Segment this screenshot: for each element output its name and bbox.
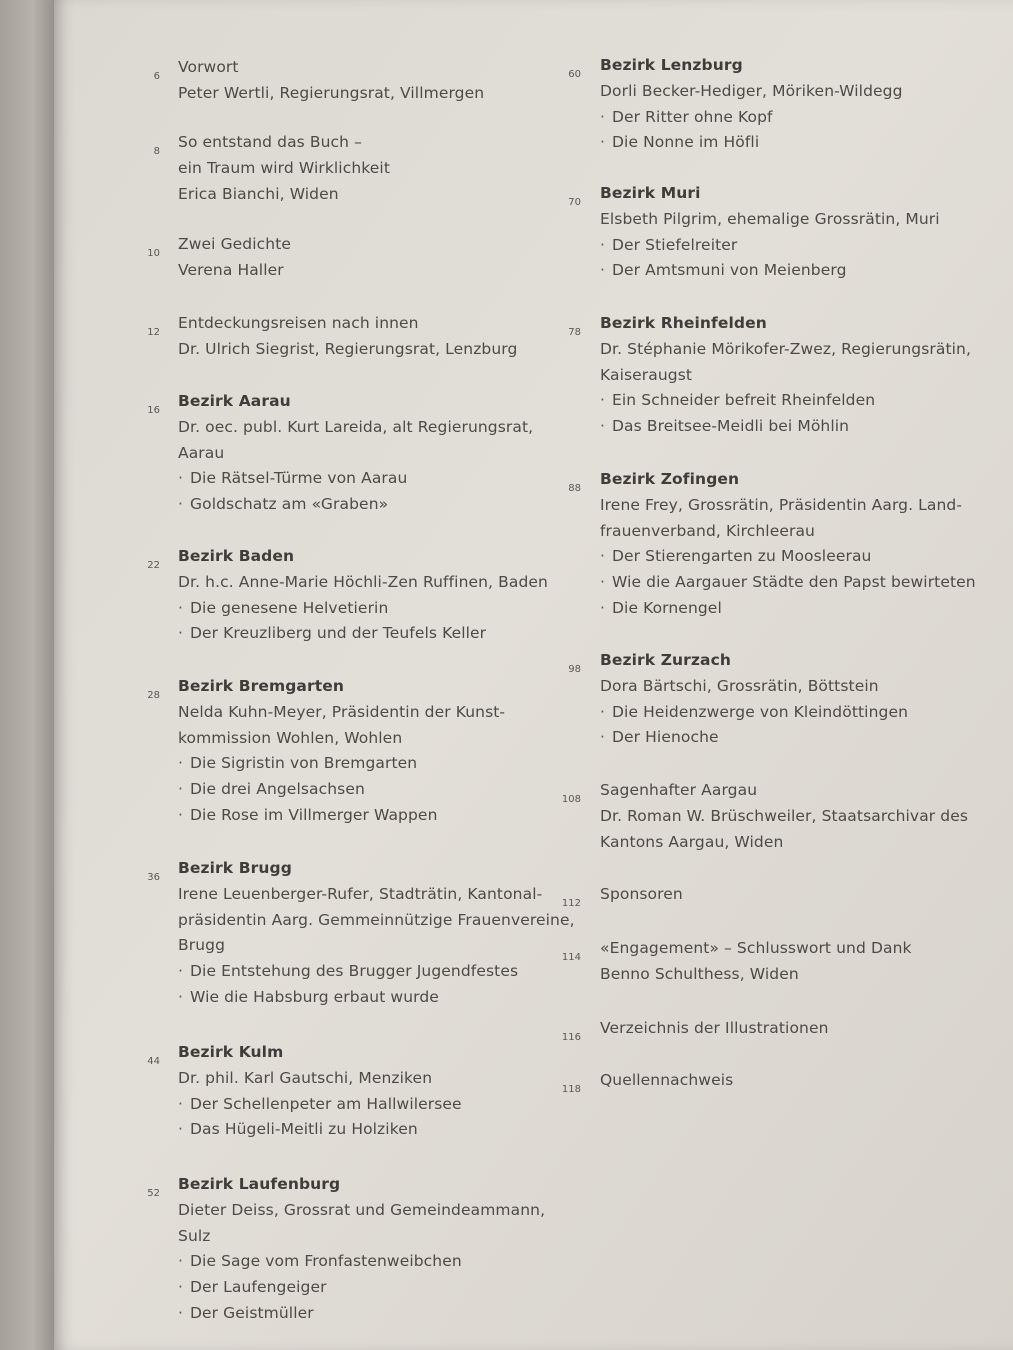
toc-page-number: 10 bbox=[147, 248, 160, 259]
toc-page-number: 98 bbox=[568, 664, 581, 675]
toc-story-title: · Die Kornengel bbox=[612, 599, 722, 617]
toc-page-number: 8 bbox=[153, 146, 160, 157]
toc-line: Dr. phil. Karl Gautschi, Menziken bbox=[178, 1068, 433, 1087]
toc-story-title: · Die Rose im Villmerger Wappen bbox=[190, 806, 438, 824]
toc-page-number: 78 bbox=[568, 327, 581, 338]
toc-page-number: 116 bbox=[561, 1032, 581, 1043]
toc-section-heading: Bezirk Brugg bbox=[178, 859, 292, 877]
toc-line: Irene Leuenberger-Rufer, Stadträtin, Kantonal- bbox=[178, 884, 543, 903]
toc-line: frauenverband, Kirchleerau bbox=[600, 521, 815, 540]
toc-section-heading: Bezirk Rheinfelden bbox=[600, 314, 767, 332]
toc-line: Elsbeth Pilgrim, ehemalige Grossrätin, Muri bbox=[600, 209, 940, 228]
toc-line: Zwei Gedichte bbox=[178, 235, 292, 253]
toc-line: Dr. Ulrich Siegrist, Regierungsrat, Lenzburg bbox=[178, 339, 518, 358]
toc-section-heading: Bezirk Baden bbox=[178, 547, 295, 565]
toc-line: Sponsoren bbox=[600, 885, 683, 903]
toc-page-number: 44 bbox=[147, 1056, 160, 1067]
toc-line: Vorwort bbox=[178, 58, 239, 76]
toc-section-heading: Bezirk Zurzach bbox=[600, 651, 732, 669]
toc-story-title: · Der Schellenpeter am Hallwilersee bbox=[190, 1095, 462, 1113]
toc-story-title: · Ein Schneider befreit Rheinfelden bbox=[612, 391, 875, 409]
toc-line: Brugg bbox=[178, 936, 226, 955]
book-spine-edge bbox=[0, 0, 60, 1350]
toc-page-number: 60 bbox=[568, 69, 581, 80]
toc-line: Dr. Roman W. Brüschweiler, Staatsarchivar des bbox=[600, 806, 969, 825]
toc-story-title: · Der Hienoche bbox=[612, 728, 719, 746]
toc-page-number: 118 bbox=[561, 1084, 581, 1095]
toc-line: Dorli Becker-Hediger, Möriken-Wildegg bbox=[600, 81, 903, 100]
toc-line: Sulz bbox=[178, 1226, 211, 1245]
toc-line: Erica Bianchi, Widen bbox=[178, 184, 339, 203]
toc-page-number: 28 bbox=[147, 690, 160, 701]
toc-line: «Engagement» – Schlusswort und Dank bbox=[600, 939, 912, 957]
toc-story-title: · Das Breitsee-Meidli bei Möhlin bbox=[612, 417, 849, 435]
toc-line: Dieter Deiss, Grossrat und Gemeindeammann, bbox=[178, 1200, 546, 1219]
toc-story-title: · Die Nonne im Höfli bbox=[612, 133, 759, 151]
toc-story-title: · Die Sigristin von Bremgarten bbox=[190, 754, 417, 772]
toc-story-title: · Der Stiefelreiter bbox=[612, 236, 737, 254]
toc-line: ein Traum wird Wirklichkeit bbox=[178, 158, 390, 177]
toc-line: Aarau bbox=[178, 443, 225, 462]
toc-page-number: 114 bbox=[561, 952, 581, 963]
toc-story-title: · Der Ritter ohne Kopf bbox=[612, 108, 773, 126]
toc-line: Sagenhafter Aargau bbox=[600, 781, 758, 799]
toc-section-heading: Bezirk Laufenburg bbox=[178, 1175, 341, 1193]
toc-story-title: · Goldschatz am «Graben» bbox=[190, 495, 388, 513]
toc-line: Dr. oec. publ. Kurt Lareida, alt Regierungsrat, bbox=[178, 417, 534, 436]
toc-line: Benno Schulthess, Widen bbox=[600, 964, 799, 983]
toc-page-number: 12 bbox=[147, 327, 160, 338]
toc-line: So entstand das Buch – bbox=[178, 133, 362, 151]
toc-line: Quellennachweis bbox=[600, 1071, 734, 1089]
toc-section-heading: Bezirk Aarau bbox=[178, 392, 291, 410]
toc-story-title: · Der Stierengarten zu Moosleerau bbox=[612, 547, 871, 565]
toc-story-title: · Das Hügeli-Meitli zu Holziken bbox=[190, 1120, 418, 1138]
toc-line: Verena Haller bbox=[178, 260, 284, 279]
toc-page bbox=[54, 0, 1013, 1350]
toc-page-number: 16 bbox=[147, 405, 160, 416]
toc-page-number: 112 bbox=[561, 898, 581, 909]
toc-page-number: 22 bbox=[147, 560, 160, 571]
toc-line: Dr. h.c. Anne-Marie Höchli-Zen Ruffinen, Baden bbox=[178, 572, 548, 591]
toc-line: Dora Bärtschi, Grossrätin, Böttstein bbox=[600, 676, 879, 695]
toc-section-heading: Bezirk Bremgarten bbox=[178, 677, 344, 695]
toc-line: präsidentin Aarg. Gemmeinnützige Frauenvereine, bbox=[178, 910, 575, 929]
toc-line: Dr. Stéphanie Mörikofer-Zwez, Regierungsrätin, bbox=[600, 339, 972, 358]
toc-story-title: · Wie die Habsburg erbaut wurde bbox=[190, 988, 439, 1006]
toc-line: kommission Wohlen, Wohlen bbox=[178, 728, 403, 747]
toc-line: Peter Wertli, Regierungsrat, Villmergen bbox=[178, 83, 485, 102]
toc-story-title: · Der Geistmüller bbox=[190, 1304, 314, 1322]
toc-story-title: · Der Amtsmuni von Meienberg bbox=[612, 261, 847, 279]
toc-page-number: 108 bbox=[561, 794, 581, 805]
toc-story-title: · Die Entstehung des Brugger Jugendfestes bbox=[190, 962, 518, 980]
toc-story-title: · Wie die Aargauer Städte den Papst bewirteten bbox=[612, 573, 976, 591]
toc-story-title: · Die Rätsel-Türme von Aarau bbox=[190, 469, 407, 487]
toc-story-title: · Die drei Angelsachsen bbox=[190, 780, 365, 798]
toc-section-heading: Bezirk Lenzburg bbox=[600, 56, 743, 74]
toc-page-number: 52 bbox=[147, 1188, 160, 1199]
toc-line: Kaiseraugst bbox=[600, 365, 693, 384]
toc-section-heading: Bezirk Kulm bbox=[178, 1043, 284, 1061]
toc-page-number: 70 bbox=[568, 197, 581, 208]
toc-story-title: · Die genesene Helvetierin bbox=[190, 599, 388, 617]
toc-section-heading: Bezirk Zofingen bbox=[600, 470, 740, 488]
toc-line: Nelda Kuhn-Meyer, Präsidentin der Kunst- bbox=[178, 702, 506, 721]
toc-line: Kantons Aargau, Widen bbox=[600, 832, 784, 851]
toc-story-title: · Die Sage vom Fronfastenweibchen bbox=[190, 1252, 462, 1270]
toc-story-title: · Der Laufengeiger bbox=[190, 1278, 327, 1296]
toc-page-number: 36 bbox=[147, 872, 160, 883]
toc-section-heading: Bezirk Muri bbox=[600, 184, 701, 202]
toc-story-title: · Die Heidenzwerge von Kleindöttingen bbox=[612, 703, 908, 721]
toc-page-number: 88 bbox=[568, 483, 581, 494]
toc-line: Entdeckungsreisen nach innen bbox=[178, 314, 419, 332]
toc-page-number: 6 bbox=[153, 71, 160, 82]
toc-line: Irene Frey, Grossrätin, Präsidentin Aarg. Land- bbox=[600, 495, 963, 514]
toc-line: Verzeichnis der Illustrationen bbox=[600, 1019, 829, 1037]
toc-story-title: · Der Kreuzliberg und der Teufels Keller bbox=[190, 624, 486, 642]
